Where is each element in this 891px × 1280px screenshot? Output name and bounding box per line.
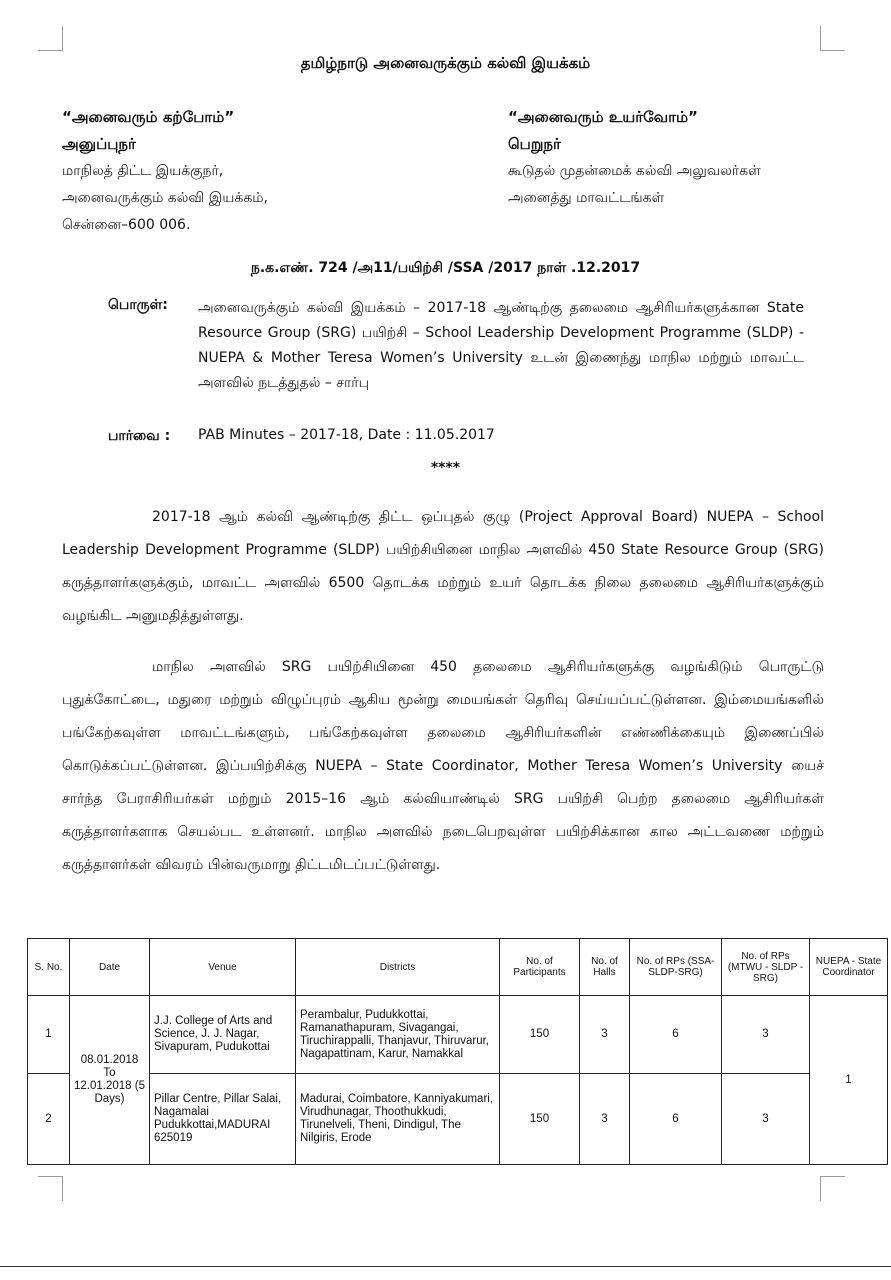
body-paragraph-2 bbox=[62, 651, 824, 882]
cell-rps-ssa: 6 bbox=[630, 1074, 722, 1165]
column-header: Districts bbox=[296, 939, 500, 996]
cell-sno: 1 bbox=[28, 996, 70, 1074]
cell-participants: 150 bbox=[500, 996, 580, 1074]
column-header: No. of Participants bbox=[500, 939, 580, 996]
document-title: தமிழ்நாடு அனைவருக்கும் கல்வி இயக்கம் bbox=[300, 54, 591, 72]
paragraph-text: 2017-18 ஆம் கல்வி ஆண்டிற்கு திட்ட ஒப்புதல் குழு (Project Approval Board) NUEPA – School Leadership Development Programme (SLDP) பயிற்சியினை மாநில அளவில் 450 State Resource Group (SRG) கருத்தாளர்களுக்கும், மாவட்ட அளவில் 6500 தொடக்க மற்றும் உயர் தொடக்க நிலை தலைமை ஆசிரியர்களுக்கும் வழங்கிட அனுமதித்துள்ளது. bbox=[62, 509, 824, 624]
table-row bbox=[28, 1074, 888, 1165]
sender-line: மாநிலத் திட்ட இயக்குநர், bbox=[62, 163, 224, 179]
cell-districts: Perambalur, Pudukkottai, Ramanathapuram, Sivagangai, Tiruchirappalli, Thanjavur, Thiruvarur, Nagapattinam, Karur, Namakkal bbox=[296, 996, 500, 1074]
receiver-line: கூடுதல் முதன்மைக் கல்வி அலுவலர்கள் bbox=[508, 163, 761, 179]
cell-rps-ssa: 6 bbox=[630, 996, 722, 1074]
crop-mark-bottom-right bbox=[820, 1176, 845, 1201]
subject-label: பொருள்: bbox=[108, 297, 168, 313]
column-header: No. of RPs (MTWU - SLDP - SRG) bbox=[722, 939, 810, 996]
cell-halls: 3 bbox=[580, 1074, 630, 1165]
cell-districts: Madurai, Coimbatore, Kanniyakumari, Virudhunagar, Thoothukkudi, Tirunelveli, Theni, Dindigul, The Nilgiris, Erode bbox=[296, 1074, 500, 1165]
crop-mark-top-right bbox=[820, 26, 845, 51]
column-header: No. of RPs (SSA-SLDP-SRG) bbox=[630, 939, 722, 996]
column-header: Date bbox=[70, 939, 150, 996]
crop-mark-top-left bbox=[38, 26, 63, 51]
reference-number: ந.க.எண். 724 /அ11/பயிற்சி /SSA /2017 நாள் .12.2017 bbox=[250, 260, 641, 276]
body-paragraph-1 bbox=[62, 501, 824, 633]
cell-venue: J.J. College of Arts and Science, J. J. Nagar, Sivapuram, Pudukottai bbox=[150, 996, 296, 1074]
cell-coordinator: 1 bbox=[810, 996, 888, 1165]
column-header: S. No. bbox=[28, 939, 70, 996]
column-header: NUEPA - State Coordinator bbox=[810, 939, 888, 996]
sender-block bbox=[62, 104, 268, 239]
cell-sno: 2 bbox=[28, 1074, 70, 1165]
sender-line: அனைவருக்கும் கல்வி இயக்கம், bbox=[62, 190, 268, 206]
cell-halls: 3 bbox=[580, 996, 630, 1074]
subject-text: அனைவருக்கும் கல்வி இயக்கம் – 2017-18 ஆண்டிற்கு தலைமை ஆசிரியர்களுக்கான State Resource Group (SRG) பயிற்சி – School Leadership Development Programme (SLDP) - NUEPA & Mother Teresa Women’s University உடன் இணைந்து மாநில மற்றும் மாவட்ட அளவில் நடத்துதல் – சார்பு bbox=[198, 300, 804, 391]
sender-motto: “அனைவரும் கற்போம்” bbox=[62, 108, 235, 126]
reference-text: PAB Minutes – 2017-18, Date : 11.05.2017 bbox=[198, 427, 495, 443]
paragraph-text: மாநில அளவில் SRG பயிற்சியினை 450 தலைமை ஆசிரியர்களுக்கு வழங்கிடும் பொருட்டு புதுக்கோட்டை, மதுரை மற்றும் விழுப்புரம் ஆகிய மூன்று மையங்கள் தெரிவு செய்யப்பட்டுள்ளன. இம்மையங்களில் பங்கேற்கவுள்ள மாவட்டங்களும், பங்கேற்கவுள்ள தலைமை ஆசிரியர்களின் எண்ணிக்கையும் இணைப்பில் கொடுக்கப்பட்டுள்ளன. இப்பயிற்சிக்கு NUEPA – State Coordinator, Mother Teresa Women’s University யைச் சார்ந்த பேராசிரியர்கள் மற்றும் 2015–16 ஆம் கல்வியாண்டில் SRG பயிற்சி பெற்ற தலைமை ஆசிரியர்கள் கருத்தாளர்களாக செயல்பட உள்ளனர். மாநில அளவில் நடைபெறவுள்ள பயிற்சிக்கான கால அட்டவணை மற்றும் கருத்தாளர்கள் விவரம் பின்வருமாறு திட்டமிடப்பட்டுள்ளது. bbox=[62, 659, 824, 873]
table-header-row bbox=[28, 939, 888, 996]
table-row bbox=[28, 996, 888, 1074]
cell-rps-mtwu: 3 bbox=[722, 996, 810, 1074]
cell-date: 08.01.2018 To 12.01.2018 (5 Days) bbox=[70, 996, 150, 1165]
reference-label: பார்வை : bbox=[108, 428, 171, 444]
column-header: Venue bbox=[150, 939, 296, 996]
cell-rps-mtwu: 3 bbox=[722, 1074, 810, 1165]
receiver-block bbox=[508, 104, 761, 212]
receiver-role: பெறுநர் bbox=[508, 135, 561, 153]
cell-venue: Pillar Centre, Pillar Salai, Nagamalai Pudukkottai,MADURAI 625019 bbox=[150, 1074, 296, 1165]
training-schedule-table bbox=[27, 938, 888, 1165]
receiver-line: அனைத்து மாவட்டங்கள் bbox=[508, 190, 665, 206]
sender-line: சென்னை–600 006. bbox=[62, 217, 191, 233]
page-bottom-divider bbox=[0, 1266, 891, 1267]
column-header: No. of Halls bbox=[580, 939, 630, 996]
receiver-motto: “அனைவரும் உயர்வோம்” bbox=[508, 108, 698, 126]
section-separator: **** bbox=[430, 460, 461, 476]
crop-mark-bottom-left bbox=[38, 1176, 63, 1201]
sender-role: அனுப்புநர் bbox=[62, 135, 136, 153]
cell-participants: 150 bbox=[500, 1074, 580, 1165]
